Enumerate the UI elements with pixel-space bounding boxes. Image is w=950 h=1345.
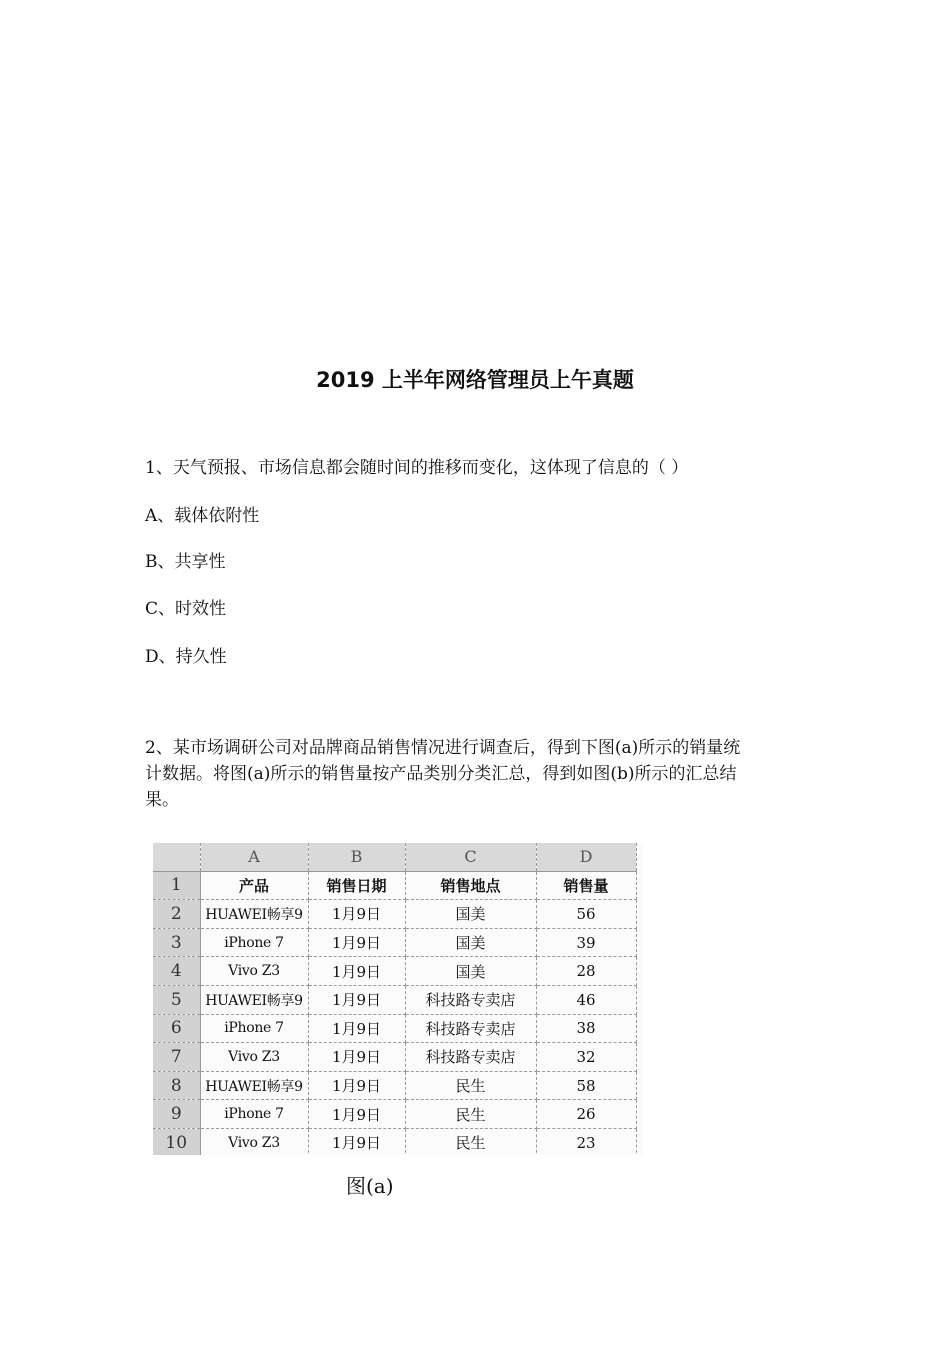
cell-product: Vivo Z3 [200, 1043, 308, 1072]
question-2-stem [145, 735, 817, 813]
question-2-line-3: 果。 [145, 790, 179, 810]
table-row [153, 985, 636, 1014]
cell-sale-quantity: 32 [536, 1043, 636, 1072]
cell-product: Vivo Z3 [200, 1128, 308, 1155]
cell-sale-date: 销售日期 [308, 871, 405, 900]
column-header-b: B [308, 843, 405, 871]
question-2-line-2: 计数据。将图(a)所示的销售量按产品类别分类汇总，得到如图(b)所示的汇总结 [145, 764, 737, 784]
question-2-line-1: 2、某市场调研公司对品牌商品销售情况进行调查后，得到下图(a)所示的销量统 [145, 738, 741, 758]
spreadsheet-table [153, 843, 637, 1155]
cell-sale-quantity: 销售量 [536, 871, 636, 900]
spreadsheet-figure-a [153, 843, 643, 1155]
cell-sale-quantity: 28 [536, 957, 636, 986]
table-row [153, 928, 636, 957]
page-title: 2019 上半年网络管理员上午真题 [316, 368, 634, 392]
cell-product: iPhone 7 [200, 1014, 308, 1043]
row-number: 9 [153, 1100, 200, 1129]
cell-product: 产品 [200, 871, 308, 900]
select-all-corner [153, 843, 200, 871]
cell-product: iPhone 7 [200, 1100, 308, 1129]
row-number: 7 [153, 1043, 200, 1072]
cell-product: HUAWEI畅享9 [200, 985, 308, 1014]
cell-sale-location: 销售地点 [405, 871, 536, 900]
column-header-row [153, 843, 636, 871]
cell-sale-location: 国美 [405, 900, 536, 929]
cell-sale-location: 科技路专卖店 [405, 985, 536, 1014]
cell-product: Vivo Z3 [200, 957, 308, 986]
column-header-d: D [536, 843, 636, 871]
row-number: 5 [153, 985, 200, 1014]
row-number: 10 [153, 1128, 200, 1155]
cell-product: iPhone 7 [200, 928, 308, 957]
cell-sale-date: 1月9日 [308, 1014, 405, 1043]
row-number: 1 [153, 871, 200, 900]
cell-sale-quantity: 38 [536, 1014, 636, 1043]
cell-sale-quantity: 56 [536, 900, 636, 929]
cell-sale-quantity: 39 [536, 928, 636, 957]
table-row [153, 1128, 636, 1155]
row-number: 2 [153, 900, 200, 929]
cell-sale-location: 民生 [405, 1100, 536, 1129]
cell-sale-location: 科技路专卖店 [405, 1043, 536, 1072]
cell-sale-quantity: 58 [536, 1071, 636, 1100]
cell-sale-date: 1月9日 [308, 928, 405, 957]
cell-product: HUAWEI畅享9 [200, 900, 308, 929]
row-number: 6 [153, 1014, 200, 1043]
cell-sale-location: 民生 [405, 1128, 536, 1155]
cell-sale-date: 1月9日 [308, 957, 405, 986]
cell-sale-location: 国美 [405, 957, 536, 986]
column-header-c: C [405, 843, 536, 871]
cell-sale-date: 1月9日 [308, 1071, 405, 1100]
option-d: D、持久性 [145, 647, 227, 667]
question-1-stem: 1、天气预报、市场信息都会随时间的推移而变化，这体现了信息的（ ） [145, 458, 689, 478]
cell-sale-date: 1月9日 [308, 985, 405, 1014]
cell-sale-location: 科技路专卖店 [405, 1014, 536, 1043]
option-a: A、载体依附性 [145, 506, 260, 526]
cell-sale-location: 民生 [405, 1071, 536, 1100]
table-row [153, 1043, 636, 1072]
figure-caption: 图(a) [346, 1174, 394, 1198]
cell-sale-date: 1月9日 [308, 1100, 405, 1129]
cell-sale-date: 1月9日 [308, 900, 405, 929]
row-number: 8 [153, 1071, 200, 1100]
row-number: 3 [153, 928, 200, 957]
table-row [153, 1071, 636, 1100]
option-c: C、时效性 [145, 599, 227, 619]
cell-sale-date: 1月9日 [308, 1128, 405, 1155]
cell-sale-quantity: 46 [536, 985, 636, 1014]
option-b: B、共享性 [145, 552, 226, 572]
table-row [153, 871, 636, 900]
table-row [153, 900, 636, 929]
cell-sale-quantity: 26 [536, 1100, 636, 1129]
table-row [153, 1100, 636, 1129]
cell-sale-location: 国美 [405, 928, 536, 957]
cell-sale-quantity: 23 [536, 1128, 636, 1155]
table-row [153, 1014, 636, 1043]
row-number: 4 [153, 957, 200, 986]
column-header-a: A [200, 843, 308, 871]
cell-sale-date: 1月9日 [308, 1043, 405, 1072]
cell-product: HUAWEI畅享9 [200, 1071, 308, 1100]
table-row [153, 957, 636, 986]
